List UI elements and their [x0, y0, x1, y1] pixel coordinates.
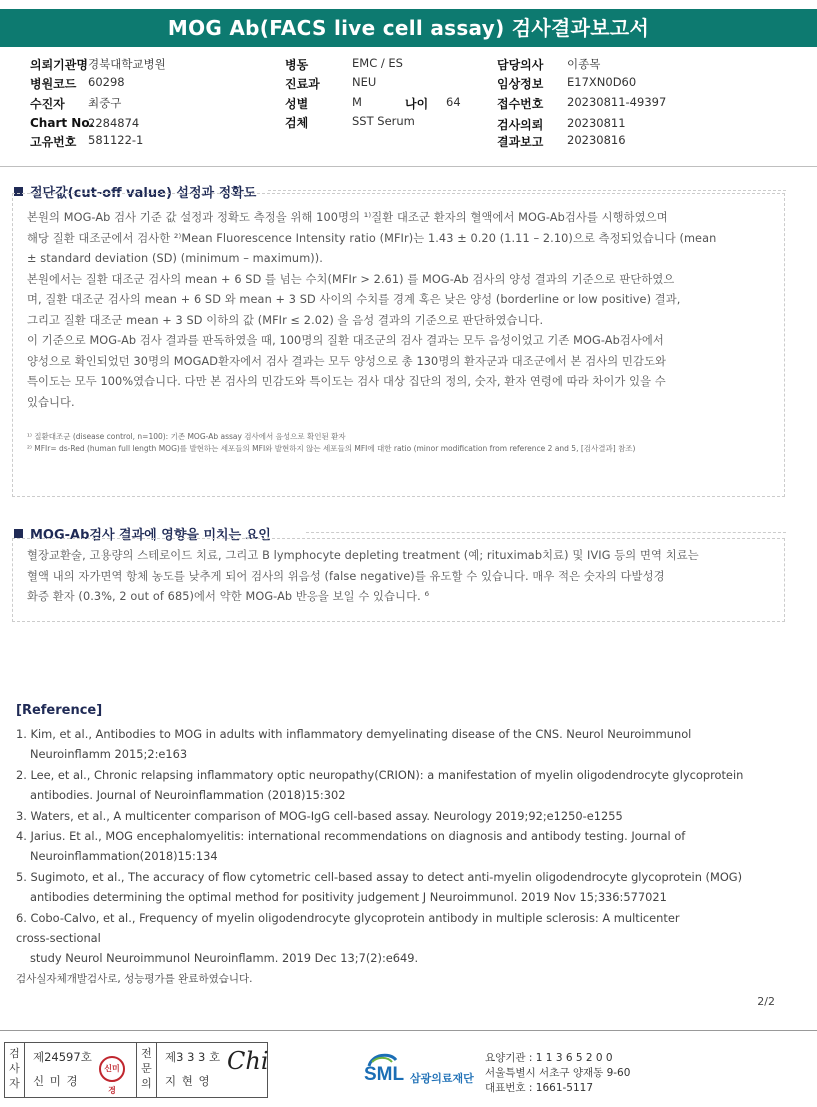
label-age: 나이 [405, 97, 429, 111]
value-unique-no: 581122-1 [88, 133, 144, 147]
label-doctor: 담당의사 [497, 58, 544, 72]
reference-item: cross-sectional [16, 931, 101, 946]
reference-item-continued: Neuroinflammation(2018)15:134 [30, 849, 218, 864]
text-line: 본원에서는 질환 대조군 검사의 mean + 6 SD 를 넘는 수치(MFIr > 2.61) 를 MOG-Ab 검사의 양성 결과의 기준으로 판단하였으 [27, 272, 675, 286]
text-line: 해당 질환 대조군에서 검사한 ²⁾Mean Fluorescence Intensity ratio (MFIr)는 1.43 ± 0.20 (1.11 – 2.10)으로 측정되었습니다 (mean [27, 231, 717, 245]
value-age: 64 [446, 95, 461, 109]
specialist-license: 제3 3 3 호 [165, 1050, 221, 1064]
label-unique-no: 고유번호 [30, 135, 77, 149]
header-divider [0, 166, 817, 167]
value-patient-name: 최중구 [88, 96, 122, 110]
text-line: ± standard deviation (SD) (minimum – maximum)). [27, 252, 324, 265]
specialist-signature: Chi [227, 1047, 269, 1075]
label-department: 진료과 [285, 77, 320, 91]
section-cutoff-text [27, 208, 770, 413]
references-heading: [Reference] [16, 703, 103, 718]
label-chart-no: Chart No. [30, 116, 95, 130]
footnote-1: ¹⁾ 질환대조군 (disease control, n=100): 기존 MOG-Ab assay 검사에서 음성으로 확인된 환자 [27, 432, 346, 441]
label-patient-name: 수진자 [30, 97, 65, 111]
section-factors-text [27, 546, 770, 608]
page-number: 2/2 [757, 995, 775, 1008]
institution-code: 요양기관 : 1 1 3 6 5 2 0 0 [485, 1052, 613, 1064]
value-test-request: 20230811 [567, 116, 626, 130]
section-cutoff-heading: 절단값(cut-off value) 설정과 정확도 [14, 182, 256, 201]
label-sex: 성별 [285, 97, 309, 111]
label-specimen: 검체 [285, 116, 309, 130]
reference-item: 1. Kim, et al., Antibodies to MOG in adults with inflammatory demyelinating disease of the CNS. Neurol Neuroimmunol [16, 727, 692, 741]
section-factors-heading: MOG-Ab검사 결과에 영향을 미치는 요인 [14, 524, 271, 543]
references-list [16, 724, 786, 969]
value-result-report: 20230816 [567, 133, 626, 147]
section-factors-box [12, 538, 785, 622]
address: 서울특별시 서초구 양재동 9-60 [485, 1067, 631, 1079]
value-sex: M [352, 95, 362, 109]
label-hospital-code: 병원코드 [30, 77, 77, 91]
org-name: 삼광의료재단 [410, 1072, 474, 1085]
sml-logo-text: SML [364, 1064, 405, 1085]
reference-item-continued: antibodies determining the optimal method for positivity judgement J Neuroimmunol. 2019 Nov 15;336:577021 [30, 890, 667, 905]
text-line: 본원의 MOG-Ab 검사 기준 값 설정과 정확도 측정을 위해 100명의 ¹⁾질환 대조군 환자의 혈액에서 MOG-Ab검사를 시행하였으며 [27, 211, 668, 224]
sml-logo [364, 1050, 474, 1089]
value-receipt-no: 20230811-49397 [567, 95, 667, 109]
text-line: 혈액 내의 자가면역 항체 농도를 낮추게 되어 검사의 위음성 (false negative)를 유도할 수 있습니다. 매우 적은 숫자의 다발성경 [27, 569, 665, 583]
text-line: 며, 질환 대조군 검사의 mean + 6 SD 와 mean + 3 SD 사이의 수치를 경계 혹은 낮은 양성 (borderline or low positive) 결과, [27, 293, 681, 306]
text-line: 있습니다. [27, 395, 75, 409]
value-ward: EMC / ES [352, 56, 403, 70]
label-requesting-institution: 의뢰기관명 [30, 58, 88, 72]
value-department: NEU [352, 75, 377, 89]
tester-seal-icon: 신미경 [99, 1056, 125, 1082]
tester-name: 신 미 경 [33, 1074, 79, 1088]
value-doctor: 이종목 [567, 57, 601, 71]
specialist-cell [157, 1043, 267, 1097]
section-cutoff-box [12, 193, 785, 497]
specialist-name: 지 현 영 [165, 1074, 211, 1088]
reference-item: study Neurol Neuroimmunol Neuroinflamm. 2019 Dec 13;7(2):e649. [30, 951, 419, 966]
reference-item: 5. Sugimoto, et al., The accuracy of flow cytometric cell-based assay to detect anti-myelin oligodendrocyte glycoprotein (MOG) [16, 869, 743, 884]
phone: 대표번호 : 1661-5117 [485, 1082, 594, 1094]
section-factors-rule [306, 532, 786, 533]
reference-item: 2. Lee, et al., Chronic relapsing inflammatory optic neuropathy(CRION): a manifestation of myelin oligodendrocyte glycoprotein [16, 767, 744, 782]
text-line: 이 기준으로 MOG-Ab 검사 결과를 판독하였을 때, 100명의 질환 대조군의 검사 결과는 모두 음성이었고 기존 MOG-Ab검사에서 [27, 334, 664, 347]
tester-cell [25, 1043, 137, 1097]
text-line: 그리고 질환 대조군 mean + 3 SD 이하의 값 (MFIr ≤ 2.02) 을 음성 결과의 기준으로 판단하였습니다. [27, 313, 544, 327]
text-line: 양성으로 확인되었던 30명의 MOGAD환자에서 검사 결과는 모두 양성으로 총 130명의 환자군과 대조군에서 본 검사의 민감도와 [27, 354, 667, 368]
footer [0, 1040, 817, 1100]
validation-note: 검사실자체개발검사로, 성능평가를 완료하였습니다. [16, 973, 253, 985]
text-line: 특이도는 모두 100%였습니다. 다만 본 검사의 민감도와 특이도는 검사 대상 집단의 정의, 숫자, 환자 연령에 따라 차이가 있을 수 [27, 375, 666, 388]
text-line: 화증 환자 (0.3%, 2 out of 685)에서 약한 MOG-Ab 반응을 보일 수 있습니다. ⁶ [27, 590, 430, 603]
reference-item-continued: Neuroinflamm 2015;2:e163 [30, 747, 188, 762]
value-chart-no: 2284874 [88, 116, 140, 130]
report-title: MOG Ab(FACS live cell assay) 검사결과보고서 [0, 9, 817, 47]
value-requesting-institution: 경북대학교병원 [88, 57, 166, 71]
specialist-label: 전 문 의 [137, 1043, 157, 1097]
reference-item-continued: antibodies. Journal of Neuroinflammation (2018)15:302 [30, 788, 346, 803]
label-ward: 병동 [285, 58, 309, 72]
value-clinical-info: E17XN0D60 [567, 75, 637, 89]
value-hospital-code: 60298 [88, 75, 125, 89]
bullet-square-icon [14, 529, 23, 538]
label-result-report: 결과보고 [497, 135, 544, 149]
reference-item: 4. Jarius. Et al., MOG encephalomyelitis: international recommendations on diagnosis and antibody testing. Journal of [16, 829, 686, 844]
footer-divider [0, 1030, 817, 1031]
label-test-request: 검사의뢰 [497, 118, 544, 132]
label-receipt-no: 접수번호 [497, 97, 544, 111]
value-specimen: SST Serum [352, 114, 415, 128]
patient-info [30, 56, 800, 152]
footnote-2: ²⁾ MFIr= ds-Red (human full length MOG)를 발현하는 세포들의 MFI와 발현하지 않는 세포들의 MFI에 대한 ratio (minor modification from reference 2 and 5, [검사결과] 참조) [27, 444, 636, 453]
text-line: 혈장교환술, 고용량의 스테로이드 치료, 그리고 B lymphocyte depleting treatment (예; rituximab치료) 및 IVIG 등의 면역 치료는 [27, 549, 699, 562]
tester-license: 제24597호 [33, 1050, 92, 1064]
section-cutoff-rule [268, 190, 786, 191]
reference-item: 3. Waters, et al., A multicenter comparison of MOG-IgG cell-based assay. Neurology 2019;92;e1250-e1255 [16, 808, 623, 823]
tester-label: 검 사 자 [5, 1043, 25, 1097]
signature-table [4, 1042, 268, 1098]
contact-info [485, 1051, 630, 1096]
reference-item: 6. Cobo-Calvo, et al., Frequency of myelin oligodendrocyte glycoprotein antibody in multiple sclerosis: A multicenter [16, 910, 680, 925]
label-clinical-info: 임상정보 [497, 77, 544, 91]
